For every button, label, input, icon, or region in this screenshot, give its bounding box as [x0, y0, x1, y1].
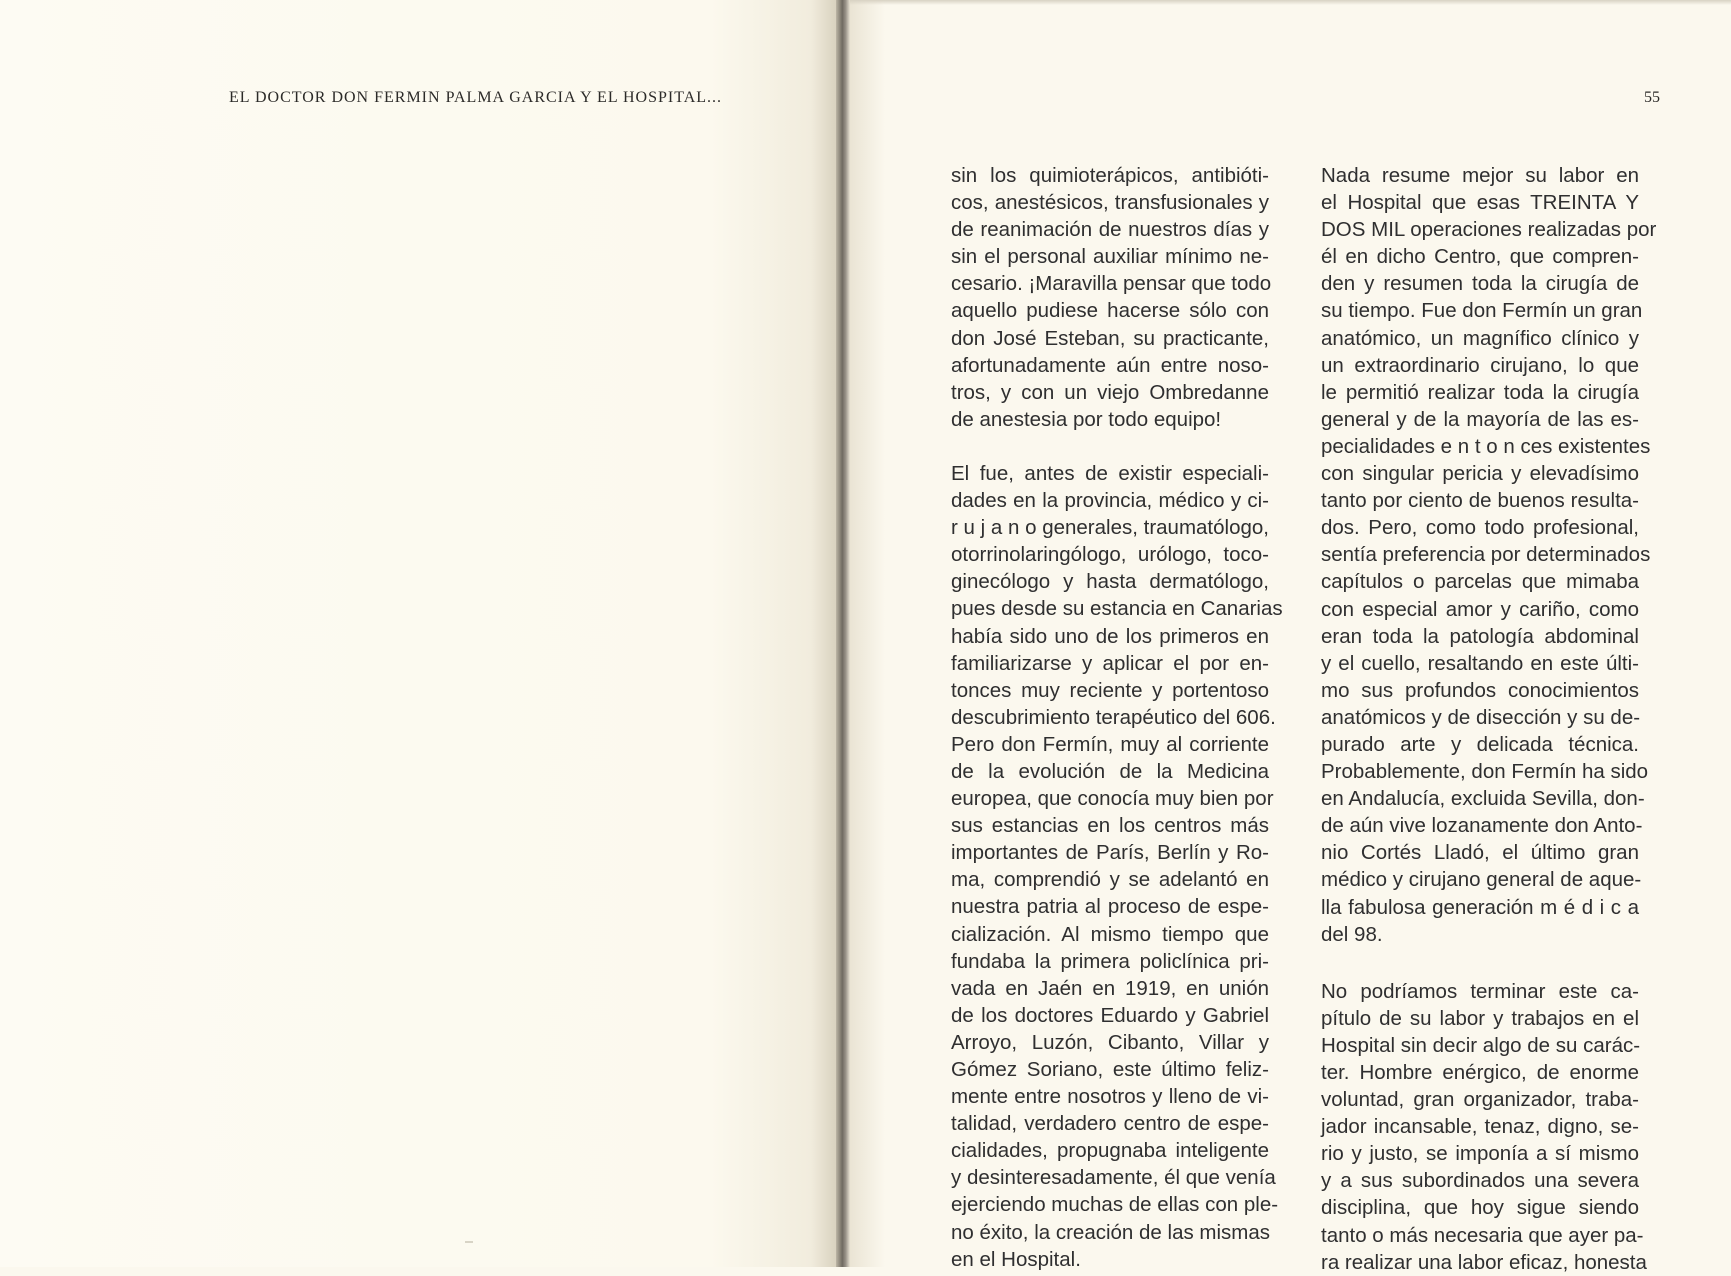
text-line: afortunadamente aún entre noso- — [951, 353, 1269, 377]
text-line: había sido uno de los primeros en — [951, 624, 1269, 648]
text-line: disciplina, que hoy sigue siendo — [1321, 1196, 1639, 1220]
text-line: talidad, verdadero centro de espe- — [951, 1112, 1269, 1136]
text-line: familiarizarse y aplicar el por en- — [951, 651, 1269, 675]
running-head: EL DOCTOR DON FERMIN PALMA GARCIA Y EL HOSPITAL... — [229, 89, 723, 106]
text-line: Probablemente, don Fermín ha sido — [1321, 760, 1649, 784]
text-line: DOS MIL operaciones realizadas por — [1321, 218, 1657, 242]
text-line: fundaba la primera policlínica pri- — [951, 949, 1269, 973]
text-line: de la evolución de la Medicina — [951, 759, 1269, 783]
text-line: tonces muy reciente y portentoso — [951, 678, 1269, 702]
page-smudge — [465, 1241, 473, 1243]
text-line: den y resumen toda la cirugía de — [1321, 272, 1639, 296]
text-line: r u j a n o generales, traumatólogo, — [951, 516, 1269, 540]
text-line: pítulo de su labor y trabajos en el — [1321, 1006, 1639, 1030]
text-line: El fue, antes de existir especiali- — [951, 461, 1269, 485]
text-line: ra realizar una labor eficaz, honesta — [1321, 1250, 1647, 1274]
text-line: rio y justo, se imponía a sí mismo — [1321, 1142, 1639, 1166]
text-line: en Andalucía, excluida Sevilla, don- — [1321, 787, 1645, 811]
paragraph-gap — [1321, 948, 1639, 978]
text-line: don José Esteban, su practicante, — [951, 326, 1269, 350]
text-line: europea, que conocía muy bien por — [951, 787, 1274, 811]
text-line: del 98. — [1321, 922, 1383, 946]
text-line: tanto o más necesaria que ayer pa- — [1321, 1223, 1644, 1247]
text-line: lla fabulosa generación m é d i c a — [1321, 895, 1639, 919]
text-line: descubrimiento terapéutico del 606. — [951, 705, 1276, 729]
text-line: importantes de París, Berlín y Ro- — [951, 841, 1269, 865]
text-column-right — [1321, 162, 1657, 1276]
text-line: general y de la mayoría de las es- — [1321, 407, 1639, 431]
text-line: dos. Pero, como todo profesional, — [1321, 516, 1639, 540]
text-line: no éxito, la creación de las mismas — [951, 1220, 1271, 1244]
text-line: un extraordinario cirujano, lo que — [1321, 353, 1639, 377]
text-line: y a sus subordinados una severa — [1321, 1169, 1639, 1193]
text-line: sin los quimioterápicos, antibióti- — [951, 164, 1269, 187]
book-gutter — [836, 0, 850, 1267]
text-line: nuestra patria al proceso de espe- — [951, 895, 1269, 919]
text-line: y desinteresadamente, él que venía — [951, 1166, 1276, 1190]
page-top-shadow — [850, 0, 1731, 5]
text-line: Nada resume mejor su labor en — [1321, 164, 1639, 187]
text-line: su tiempo. Fue don Fermín un gran — [1321, 299, 1643, 323]
text-line: ter. Hombre enérgico, de enorme — [1321, 1061, 1639, 1084]
text-line: pues desde su estancia en Canarias — [951, 597, 1283, 621]
text-line: sin el personal auxiliar mínimo ne- — [951, 245, 1269, 269]
text-line: él en dicho Centro, que compren- — [1321, 245, 1639, 269]
text-line: vada en Jaén en 1919, en unión — [951, 976, 1269, 1000]
text-line: anatómicos y de disección y su de- — [1321, 705, 1641, 729]
text-line: voluntad, gran organizador, traba- — [1321, 1088, 1639, 1112]
text-line: médico y cirujano general de aque- — [1321, 868, 1642, 892]
text-line: Gómez Soriano, este último feliz- — [951, 1058, 1269, 1081]
text-line: de aún vive lozanamente don Anto- — [1321, 814, 1643, 838]
text-line: cos, anestésicos, transfusionales y — [951, 191, 1269, 215]
text-line: le permitió realizar toda la cirugía — [1321, 380, 1639, 404]
text-column-left — [951, 162, 1283, 1273]
text-line: purado arte y delicada técnica. — [1321, 732, 1639, 756]
text-line: Pero don Fermín, muy al corriente — [951, 732, 1269, 756]
text-line: jador incansable, tenaz, digno, se- — [1321, 1115, 1639, 1139]
text-line: eran toda la patología abdominal — [1321, 624, 1639, 648]
text-line: ejerciendo muchas de ellas con ple- — [951, 1193, 1279, 1217]
text-line: mente entre nosotros y lleno de vi- — [951, 1085, 1269, 1109]
text-line: No podríamos terminar este ca- — [1321, 979, 1639, 1003]
text-line: anatómico, un magnífico clínico y — [1321, 326, 1639, 350]
text-line: de anestesia por todo equipo! — [951, 407, 1222, 431]
text-line: sentía preferencia por determinados — [1321, 543, 1651, 567]
text-line: aquello pudiese hacerse sólo con — [951, 299, 1269, 323]
text-line: ma, comprendió y se adelantó en — [951, 868, 1269, 892]
text-line: dades en la provincia, médico y ci- — [951, 489, 1269, 513]
text-line: sus estancias en los centros más — [951, 814, 1269, 838]
text-line: Arroyo, Luzón, Cibanto, Villar y — [951, 1030, 1269, 1054]
text-line: de los doctores Eduardo y Gabriel — [951, 1003, 1269, 1027]
text-line: pecialidades e n t o n ces existentes — [1321, 434, 1651, 458]
text-line: cesario. ¡Maravilla pensar que todo — [951, 272, 1272, 296]
text-line: y el cuello, resaltando en este últi- — [1321, 651, 1639, 675]
text-line: mo sus profundos conocimientos — [1321, 678, 1639, 702]
text-line: nio Cortés Lladó, el último gran — [1321, 841, 1639, 865]
text-line: capítulos o parcelas que mimaba — [1321, 570, 1639, 594]
text-line: cialización. Al mismo tiempo que — [951, 922, 1269, 946]
text-line: Hospital sin decir algo de su carác- — [1321, 1033, 1641, 1057]
text-line: otorrinolaringólogo, urólogo, toco- — [951, 543, 1269, 567]
text-line: el Hospital que esas TREINTA Y — [1321, 191, 1639, 215]
text-line: con singular pericia y elevadísimo — [1321, 462, 1639, 486]
text-line: cialidades, propugnaba inteligente — [951, 1139, 1269, 1163]
text-line: tros, y con un viejo Ombredanne — [951, 380, 1269, 404]
left-blank-page — [0, 0, 836, 1267]
text-line: tanto por ciento de buenos resulta- — [1321, 489, 1639, 513]
page-number: 55 — [1644, 89, 1660, 106]
text-line: con especial amor y cariño, como — [1321, 597, 1639, 621]
text-line: ginecólogo y hasta dermatólogo, — [951, 570, 1269, 594]
paragraph-gap — [951, 433, 1269, 460]
text-line: de reanimación de nuestros días y — [951, 218, 1269, 242]
text-line: en el Hospital. — [951, 1247, 1081, 1271]
